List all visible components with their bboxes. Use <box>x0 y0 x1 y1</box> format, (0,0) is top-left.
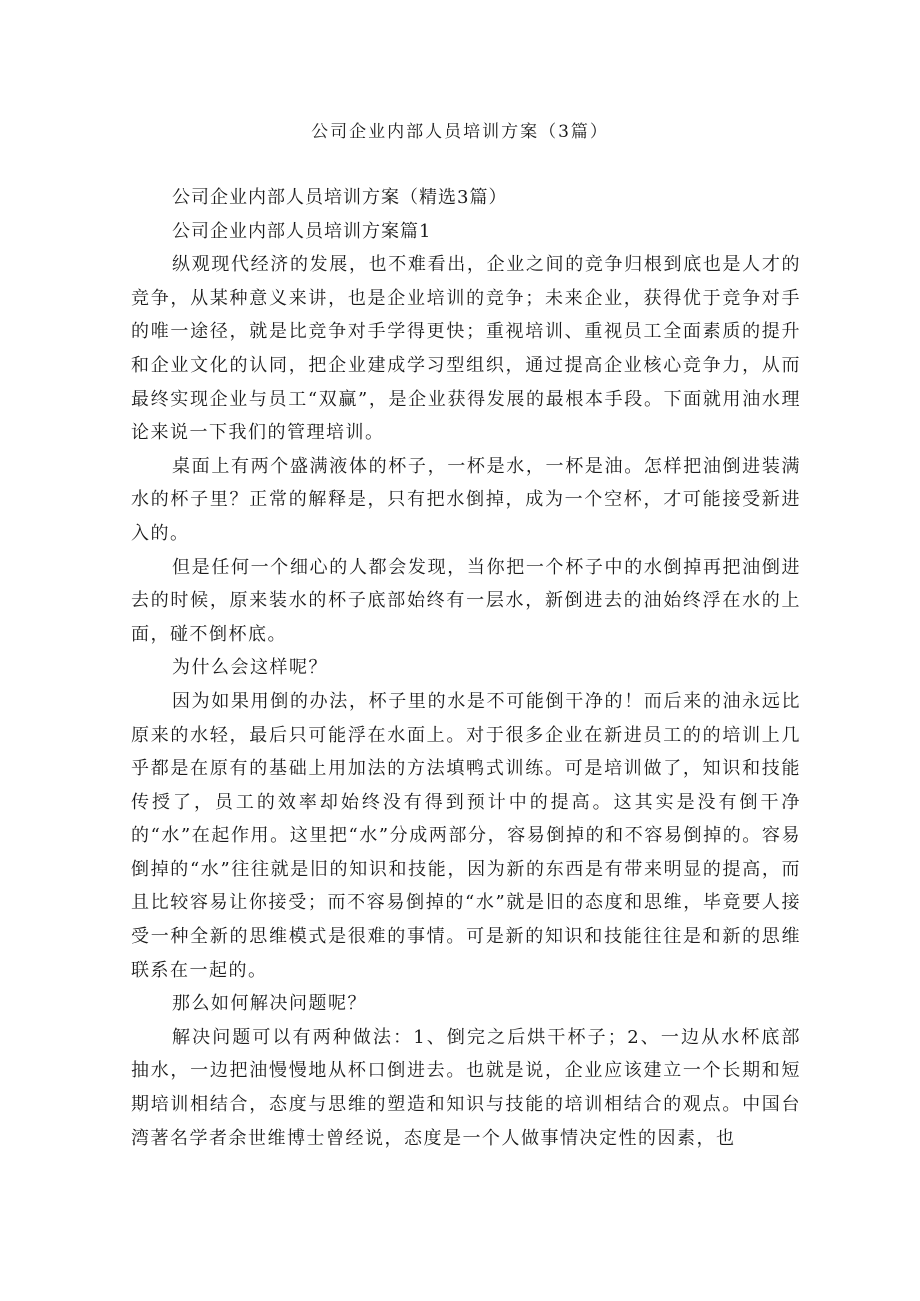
body-paragraph: 解决问题可以有两种做法：1、倒完之后烘干杯子；2、一边从水杯底部抽水，一边把油慢慢地从杯口倒进去。也就是说，企业应该建立一个长期和短期培训相结合，态度与思维的塑造和知识与技能的培训相结合的观点。中国台湾著名学者余世维博士曾经说，态度是一个人做事情决定性的因素，也 <box>131 1026 801 1149</box>
body-paragraph: 因为如果用倒的办法，杯子里的水是不可能倒干净的！而后来的油永远比原来的水轻，最后只可能浮在水面上。对于很多企业在新进员工的的培训上几乎都是在原有的基础上用加法的方法填鸭式训练。可是培训做了，知识和技能传授了，员工的效率却始终没有得到预计中的提高。这其实是没有倒干净的“水”在起作用。这里把“水”分成两部分，容易倒掉的和不容易倒掉的。容易倒掉的“水”往往就是旧的知识和技能，因为新的东西是有带来明显的提高，而且比较容易让你接受；而不容易倒掉的“水”就是旧的态度和思维，毕竟要人接受一种全新的思维模式是很难的事情。可是新的知识和技能往往是和新的思维联系在一起的。 <box>131 690 801 981</box>
body-paragraph: 为什么会这样呢？ <box>172 657 328 679</box>
body-paragraph: 纵观现代经济的发展，也不难看出，企业之间的竞争归根到底也是人才的竞争，从某种意义来讲，也是企业培训的竞争；未来企业，获得优于竞争对手的唯一途径，就是比竞争对手学得更快；重视培训、重视员工全面素质的提升和企业文化的认同，把企业建成学习型组织，通过提高企业核心竞争力，从而最终实现企业与员工“双赢”，是企业获得发展的最根本手段。下面就用油水理论来说一下我们的管理培训。 <box>131 254 801 444</box>
document-body <box>131 181 801 1155</box>
document-subtitle: 公司企业内部人员培训方案（精选3篇） <box>172 187 508 208</box>
section-heading: 公司企业内部人员培训方案篇1 <box>172 220 432 242</box>
document-title: 公司企业内部人员培训方案（3篇） <box>311 122 609 142</box>
body-paragraph: 但是任何一个细心的人都会发现，当你把一个杯子中的水倒掉再把油倒进去的时候，原来装水的杯子底部始终有一层水，新倒进去的油始终浮在水的上面，碰不倒杯底。 <box>131 556 801 645</box>
body-paragraph: 那么如何解决问题呢？ <box>172 993 367 1015</box>
body-paragraph: 桌面上有两个盛满液体的杯子，一杯是水，一杯是油。怎样把油倒进装满水的杯子里？正常的解释是，只有把水倒掉，成为一个空杯，才可能接受新进入的。 <box>131 455 801 544</box>
